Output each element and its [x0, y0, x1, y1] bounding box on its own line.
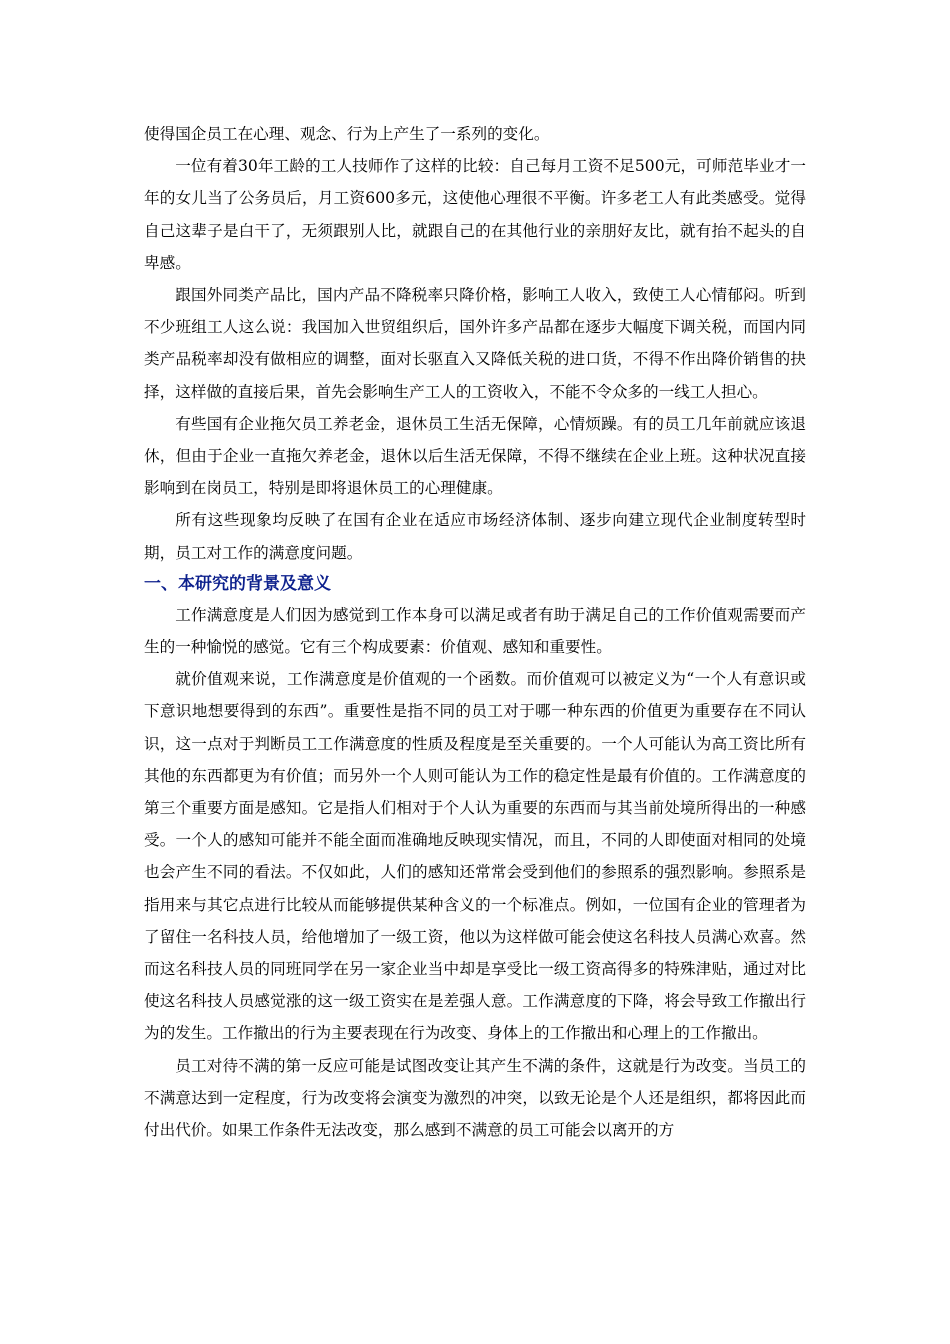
- paragraph-pension-arrears: 有些国有企业拖欠员工养老金，退休员工生活无保障，心情烦躁。有的员工几年前就应该退休，但由于企业一直拖欠养老金，退休以后生活无保障，不得不继续在企业上班。这种状况直接影响到在岗员工，特别是即将退休员工的心理健康。: [144, 414, 806, 498]
- paragraph-values: 就价值观来说，工作满意度是价值观的一个函数。而价值观可以被定义为“一个人有意识或下意识地想要得到的东西”。重要性是指不同的员工对于哪一种东西的价值更为重要存在不同认识，这一点对于判断员工工作满意度的性质及程度是至关重要的。一个人可能认为高工资比所有其他的东西都更为有价值；而另外一个人则可能认为工作的稳定性是最有价值的。工作满意度的第三个重要方面是感知。它是指人们相对于个人认为重要的东西而与其当前处境所得出的一种感受。一个人的感知可能并不能全面而准确地反映现实情况，而且，不同的人即使面对相同的处境也会产生不同的看法。不仅如此，人们的感知还常常会受到他们的参照系的强烈影响。参照系是指用来与其它点进行比较从而能够提供某种含义的一个标准点。例如，一位国有企业的管理者为了留住一名科技人员，给他增加了一级工资，他以为这样做可能会使这名科技人员满心欢喜。然而这名科技人员的同班同学在另一家企业当中却是享受比一级工资高得多的特殊津贴，通过对比使这名科技人员感觉涨的这一级工资实在是差强人意。工作满意度的下降，将会导致工作撤出行为的发生。工作撤出的行为主要表现在行为改变、身体上的工作撤出和心理上的工作撤出。: [144, 670, 806, 1043]
- paragraph-worker-comparison: 一位有着30年工龄的工人技师作了这样的比较：自己每月工资不足500元，可师范毕业才一年的女儿当了公务员后，月工资600多元，这使他心理很不平衡。许多老工人有此类感受。觉得自己这辈子是白干了，无须跟别人比，就跟自己的在其他行业的亲朋好友比，就有抬不起头的自卑感。: [144, 157, 806, 272]
- paragraph-continued: 使得国企员工在心理、观念、行为上产生了一系列的变化。: [144, 125, 550, 143]
- paragraph-behavior-change: 员工对待不满的第一反应可能是试图改变让其产生不满的条件，这就是行为改变。当员工的不满意达到一定程度，行为改变将会演变为激烈的冲突，以致无论是个人还是组织，都将因此而付出代价。如果工作条件无法改变，那么感到不满意的员工可能会以离开的方: [144, 1056, 806, 1140]
- paragraph-foreign-products: 跟国外同类产品比，国内产品不降税率只降价格，影响工人收入，致使工人心情郁闷。听到不少班组工人这么说：我国加入世贸组织后，国外许多产品都在逐步大幅度下调关税，而国内同类产品税率却没有做相应的调整，面对长驱直入又降低关税的进口货，不得不作出降价销售的抉择，这样做的直接后果，首先会影响生产工人的工资收入，不能不令众多的一线工人担心。: [144, 286, 806, 401]
- paragraph-summary: 所有这些现象均反映了在国有企业在适应市场经济体制、逐步向建立现代企业制度转型时期，员工对工作的满意度问题。: [144, 511, 806, 562]
- document-page: [144, 118, 806, 1146]
- paragraph-definition: 工作满意度是人们因为感觉到工作本身可以满足或者有助于满足自己的工作价值观需要而产生的一种愉悦的感觉。它有三个构成要素：价值观、感知和重要性。: [144, 605, 806, 657]
- section-heading: 一、本研究的背景及意义: [144, 573, 331, 594]
